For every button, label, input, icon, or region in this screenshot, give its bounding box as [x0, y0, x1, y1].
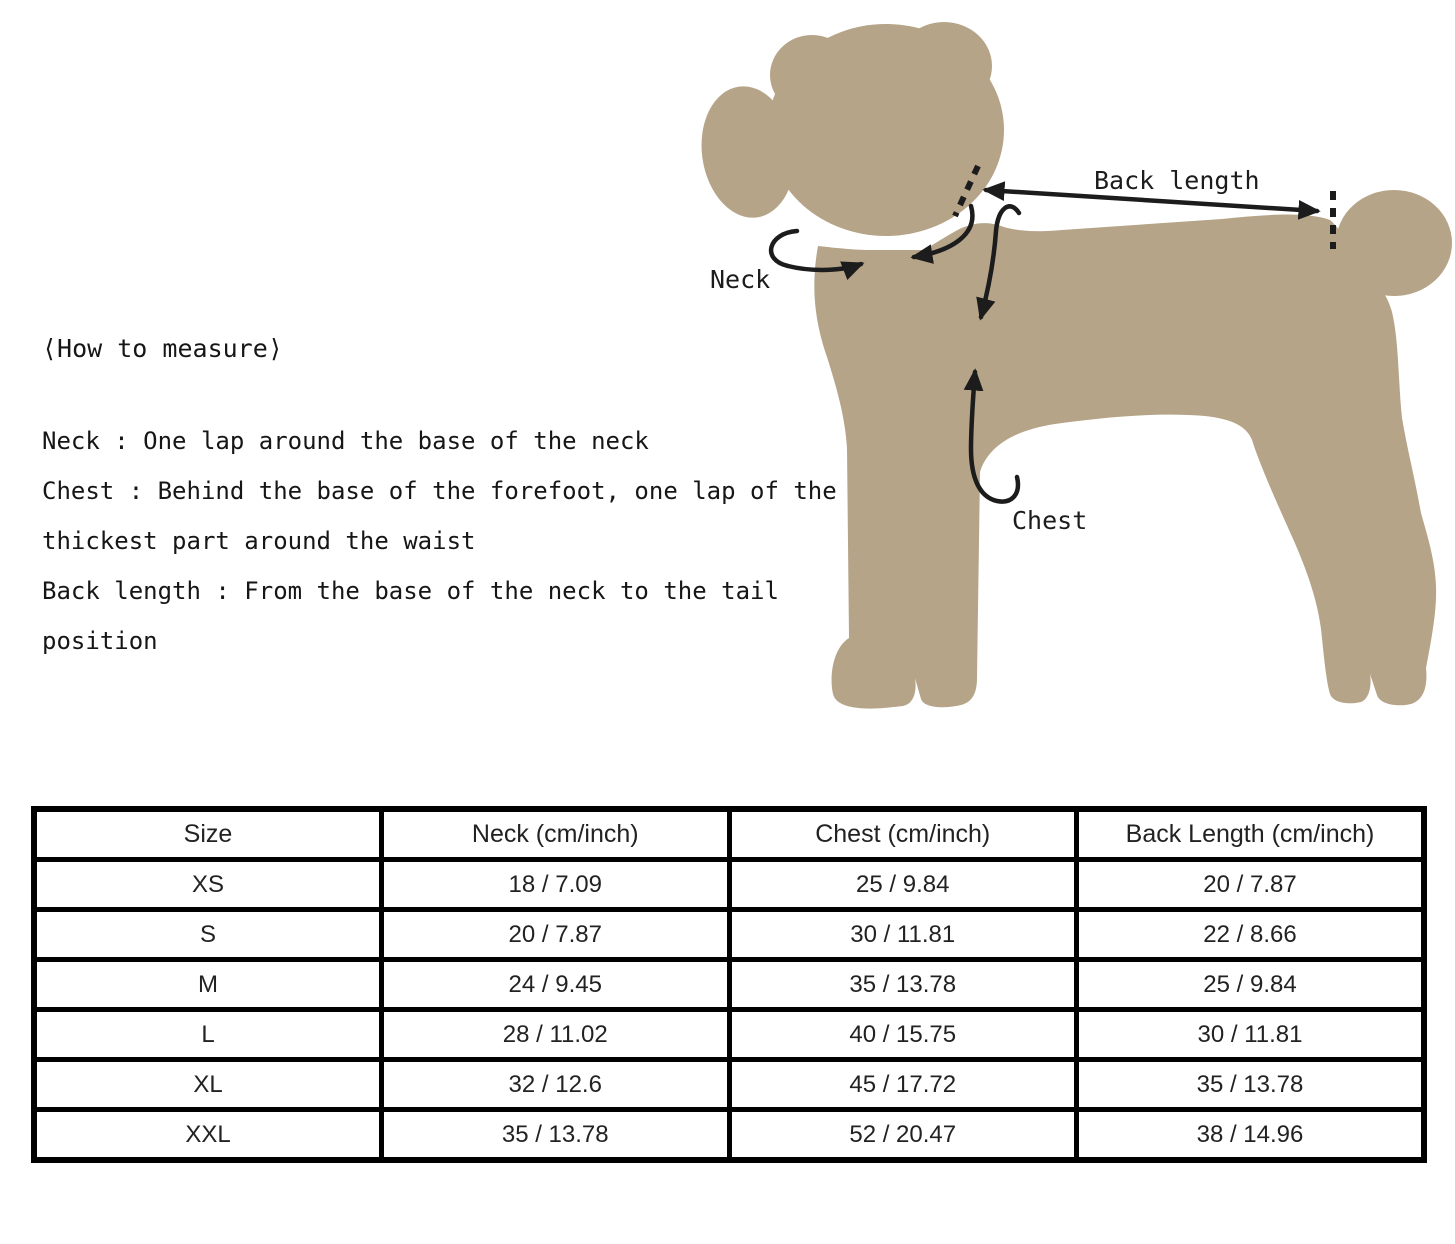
measurement-cell: 28 / 11.02	[382, 1010, 730, 1060]
measurement-cell: 24 / 9.45	[382, 960, 730, 1010]
table-row	[34, 1010, 1424, 1060]
size-cell: S	[34, 910, 382, 960]
measurement-cell: 25 / 9.84	[1077, 960, 1425, 1010]
instructions-title: ⟨How to measure⟩	[42, 334, 283, 363]
size-cell: L	[34, 1010, 382, 1060]
measurement-cell: 20 / 7.87	[1077, 860, 1425, 910]
table-row	[34, 960, 1424, 1010]
instruction-line: Neck : One lap around the base of the neck	[42, 427, 649, 455]
size-table-body	[34, 860, 1424, 1161]
table-row	[34, 860, 1424, 910]
measurement-cell: 52 / 20.47	[729, 1110, 1077, 1161]
measurement-cell: 38 / 14.96	[1077, 1110, 1425, 1161]
measurement-cell: 22 / 8.66	[1077, 910, 1425, 960]
measurement-cell: 30 / 11.81	[729, 910, 1077, 960]
back-length-label: Back length	[1094, 166, 1260, 195]
dog-silhouette	[693, 22, 1452, 709]
table-row	[34, 1060, 1424, 1110]
size-table-header-row	[34, 809, 1424, 860]
measurement-cell: 25 / 9.84	[729, 860, 1077, 910]
size-table	[31, 806, 1427, 1163]
column-header: Size	[34, 809, 382, 860]
table-row	[34, 1110, 1424, 1161]
dog-topknot-right	[896, 22, 992, 110]
size-cell: M	[34, 960, 382, 1010]
column-header: Back Length (cm/inch)	[1077, 809, 1425, 860]
column-header: Chest (cm/inch)	[729, 809, 1077, 860]
column-header: Neck (cm/inch)	[382, 809, 730, 860]
measurement-cell: 35 / 13.78	[1077, 1060, 1425, 1110]
dog-topknot-left	[770, 35, 854, 115]
instruction-line: thickest part around the waist	[42, 527, 476, 555]
measurement-cell: 45 / 17.72	[729, 1060, 1077, 1110]
measurement-cell: 32 / 12.6	[382, 1060, 730, 1110]
measurement-cell: 35 / 13.78	[382, 1110, 730, 1161]
chest-label: Chest	[1012, 506, 1088, 535]
instruction-line: Back length : From the base of the neck to the tail	[42, 577, 779, 605]
measurement-diagram	[640, 0, 1455, 745]
size-cell: XS	[34, 860, 382, 910]
measurement-cell: 30 / 11.81	[1077, 1010, 1425, 1060]
neck-label: Neck	[710, 265, 771, 294]
measurement-cell: 20 / 7.87	[382, 910, 730, 960]
size-table-head	[34, 809, 1424, 860]
size-cell: XL	[34, 1060, 382, 1110]
measurement-cell: 40 / 15.75	[729, 1010, 1077, 1060]
dog-body	[814, 215, 1436, 709]
size-cell: XXL	[34, 1110, 382, 1161]
instruction-line: Chest : Behind the base of the forefoot, one lap of the	[42, 477, 837, 505]
measurement-cell: 18 / 7.09	[382, 860, 730, 910]
measurement-cell: 35 / 13.78	[729, 960, 1077, 1010]
instruction-line: position	[42, 627, 158, 655]
table-row	[34, 910, 1424, 960]
